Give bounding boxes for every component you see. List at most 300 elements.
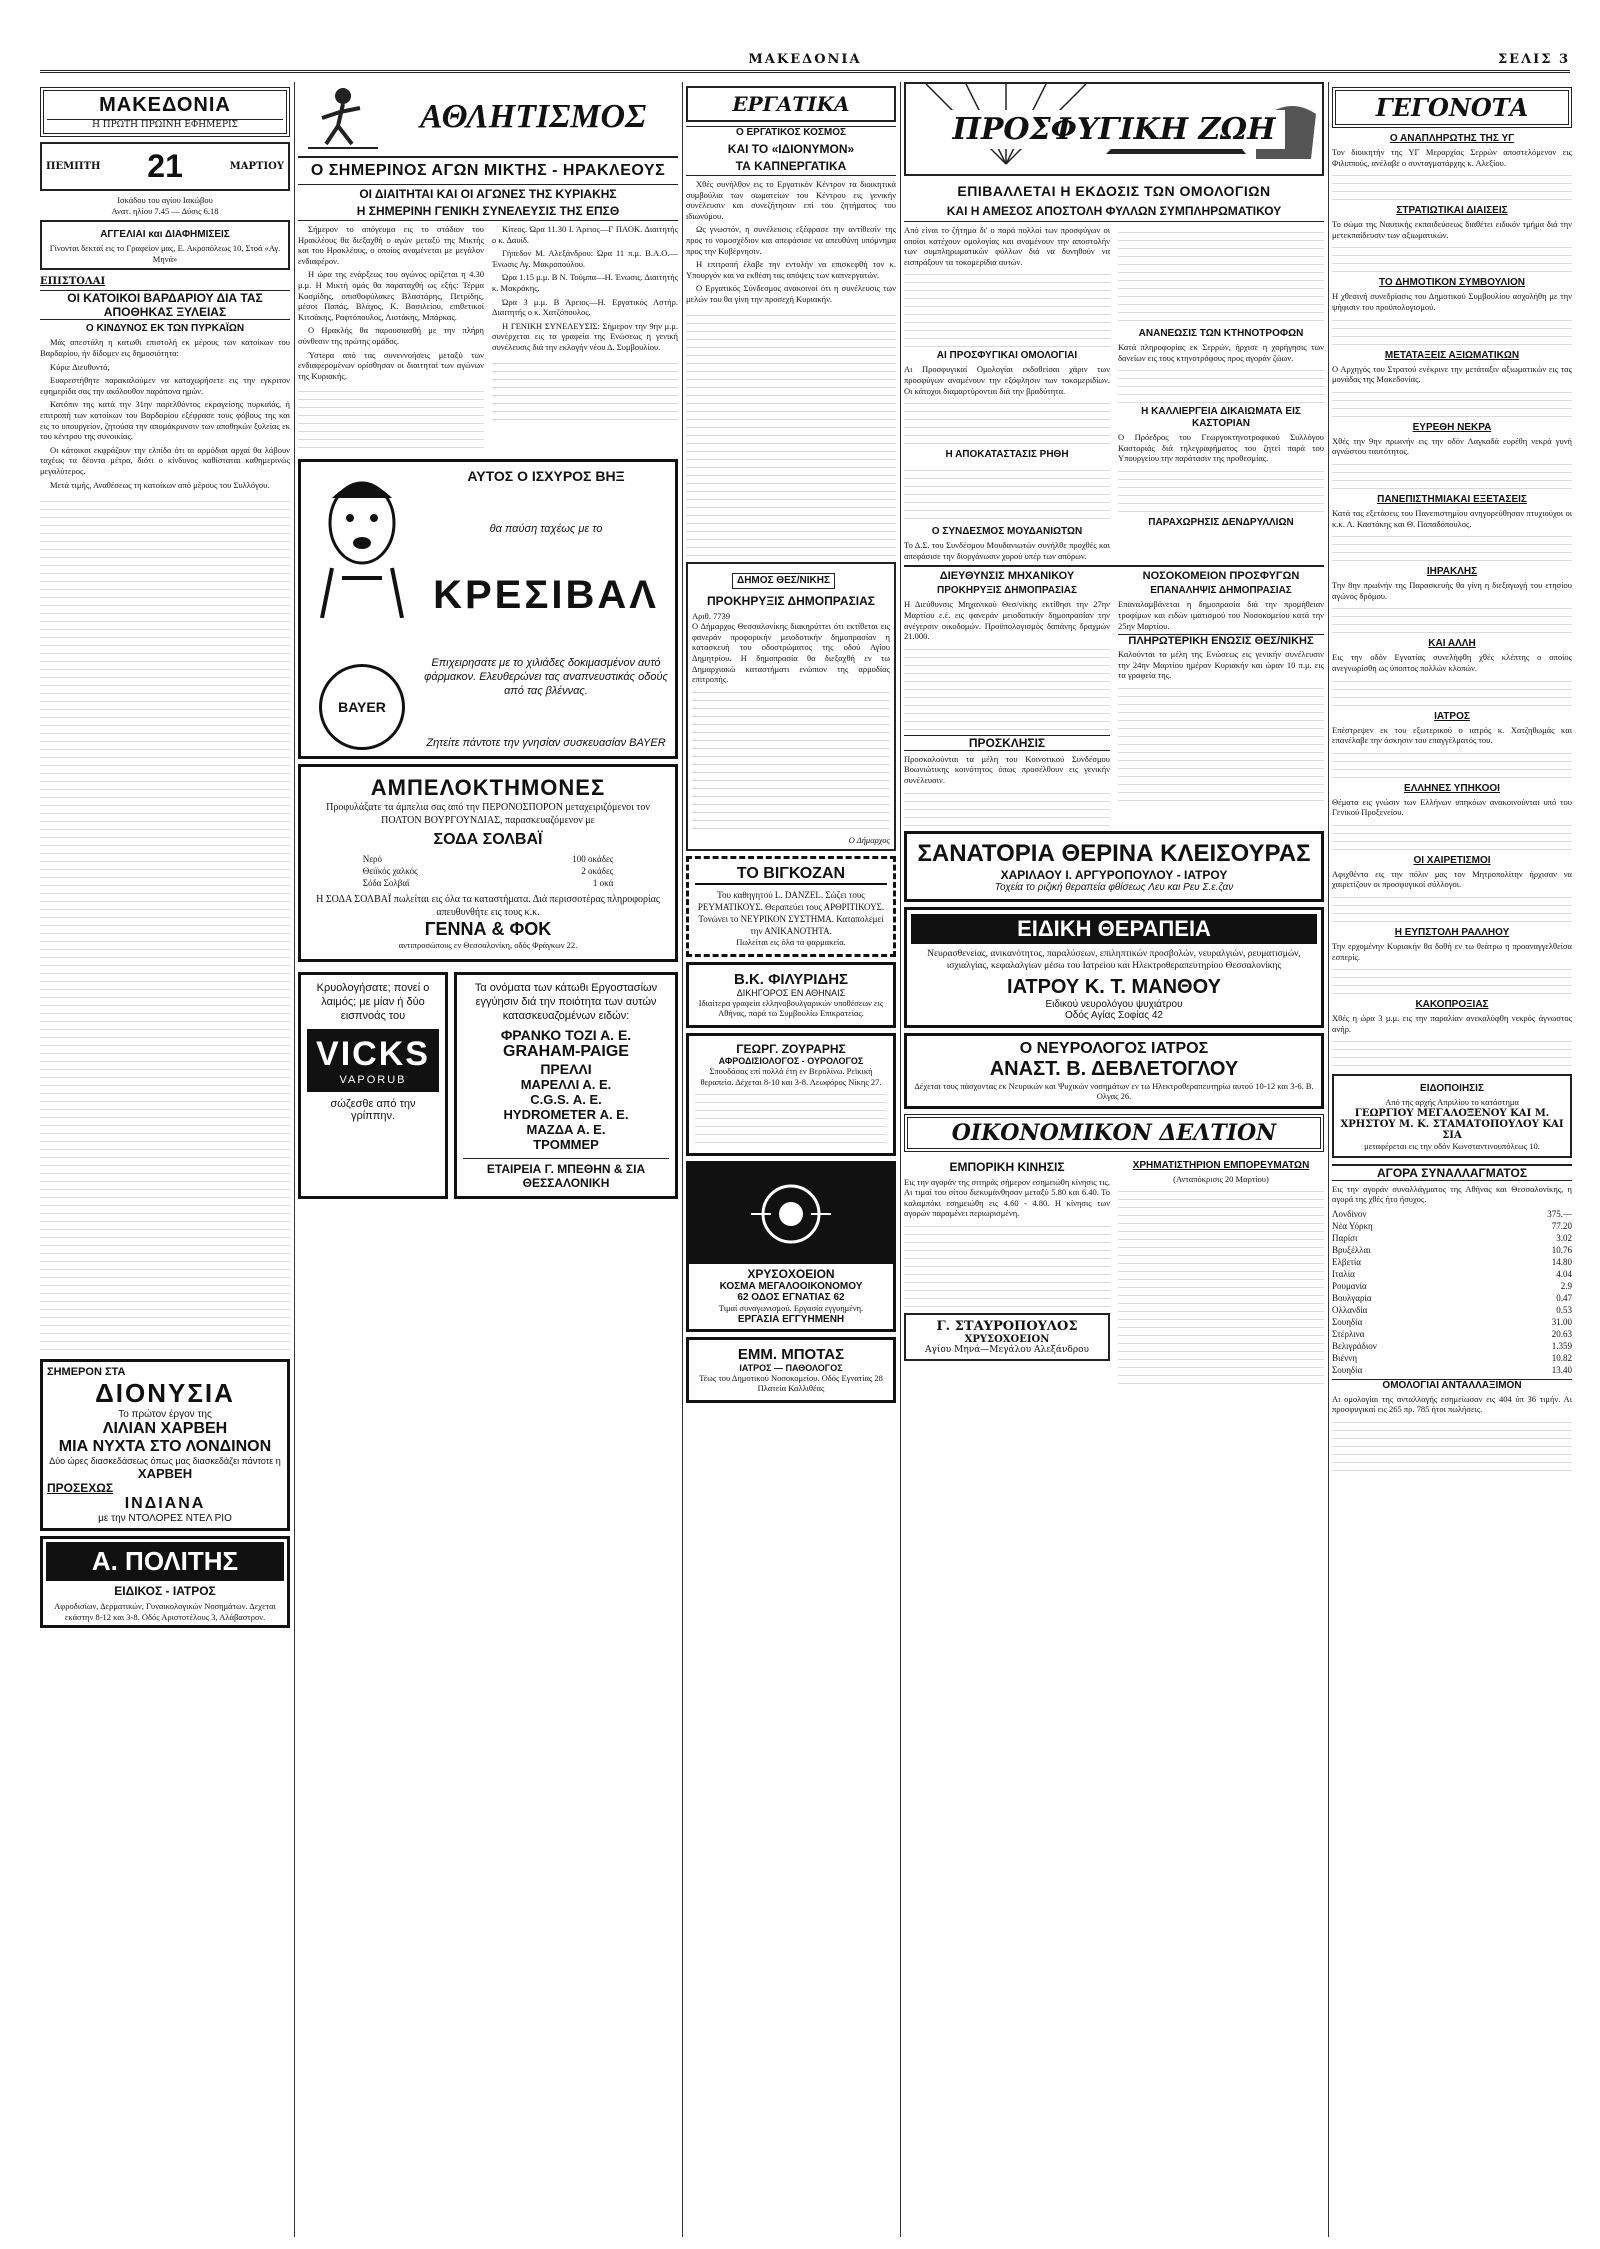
paragraph: Μάς απεστάλη η κατωθι επιστολή εκ μέρους των κατοίκων του Βαρδαρίου, ήν δίδομεν εις δημοσιότητα: (40, 337, 290, 358)
kresival-text: Επιχειρησατε με το χιλιάδες δοκιμασμένον αυτό φάρμακον. Ελευθερώνει τας αναπνευστικάς οδούς από τας βλέννας. (424, 657, 668, 698)
fx-table (1332, 1208, 1572, 1376)
vicks-footer: σώζεσθε από την γρίππην. (330, 1097, 416, 1122)
refugee-text: Αι Προσφυγικαί Ομολογίαι εκδοθείσαι χάριν των προσφύγων αναμένουν την εξόφλησιν των τοκομεριδίων. Οι κάτοχοι διαμαρτύρονται διά την βραδύτητα. (904, 364, 1110, 396)
tender-sign: Ο Δήμαρχος (848, 834, 890, 845)
sanatorium-subtitle: ΧΑΡΙΛΑΟΥ Ι. ΑΡΓΥΡΟΠΟΥΛΟΥ - ΙΑΤΡΟΥ (1000, 867, 1228, 882)
kresival-headline: ΑΥΤΟΣ Ο ΙΣΧΥΡΟΣ ΒΗΞ (467, 468, 625, 485)
urologist-text: Σπουδάσας επί πολλά έτη εν Βερολίνω. Ρεϊκική θεραπεία. Δέχεται 8-10 και 3-8. Λεωφόρος Νίκης 27. (700, 1066, 882, 1087)
column-5 (1332, 82, 1572, 2237)
fx-value: 1.359 (1551, 1340, 1572, 1351)
bayer-cross-icon: BAYER (319, 664, 405, 750)
bigozan-title: ΤΟ ΒΙΓΚΟΖΑΝ (695, 865, 887, 885)
news-item-head: ΠΑΝΕΠΙΣΤΗΜΙΑΚΑΙ ΕΞΕΤΑΣΕΙΣ (1377, 493, 1527, 505)
vineyard-note: Η ΣΟΔΑ ΣΟΛΒΑΪ πωλείται εις όλα τα καταστήματα. Διά περισσοτέρας πληροφορίας απευθυνθήτε εις τους κ.κ. (316, 894, 660, 919)
urologist-name: ΓΕΩΡΓ. ΖΟΥΡΑΡΗΣ (736, 1042, 846, 1057)
news-item-head: ΜΕΤΑΤΑΞΕΙΣ ΑΞΙΩΜΑΤΙΚΩΝ (1384, 349, 1520, 361)
text-continuation (298, 384, 484, 454)
news-item-text: Αφιχθέντα εις την πόλιν μας τον Μητροπολίτην ήρχισαν να χαιρετίζουν οι προσφυγικοί σύλλογοι. (1332, 868, 1572, 890)
pathologist-title: ΙΑΤΡΟΣ — ΠΑΘΟΛΟΓΟΣ (739, 1362, 843, 1373)
column-rule (682, 82, 683, 2237)
news-item-head: ΕΛΛΗΝΕΣ ΥΠΗΚΟΟΙ (1404, 782, 1500, 794)
news-item-text: Θέματα εις γνώσιν των Ελλήνων υπηκόων ανακοινούνται υπό του Γενικού Προξενείου. (1332, 796, 1572, 818)
fx-label: Βελιγράδιον (1332, 1340, 1377, 1351)
vineyard-ad (298, 764, 678, 962)
fx-label: Στέρλινα (1332, 1328, 1365, 1339)
refugee-column-left (904, 225, 1110, 561)
municipal-tender (686, 562, 896, 852)
lawyer-ad (686, 962, 896, 1028)
fx-row (1332, 1208, 1572, 1220)
kresival-footer: Ζητείτε πάντοτε την γνησίαν συσκευασίαν BAYER (426, 737, 666, 750)
fx-label: Σουηδία (1332, 1316, 1363, 1327)
fx-value: 14.80 (1551, 1256, 1572, 1267)
fx-row (1332, 1364, 1572, 1376)
neurologist-title: Ο ΝΕΥΡΟΛΟΓΟΣ ΙΑΤΡΟΣ (1019, 1039, 1209, 1057)
stavropoulos-title: ΧΡΥΣΟΧΟΕΙΟΝ (964, 1334, 1050, 1346)
lawyer-title: ΔΙΚΗΓΟΡΟΣ ΕΝ ΑΘΗΝΑΙΣ (736, 987, 846, 998)
vineyard-text: Προφυλάξατε τα άμπελια σας από την ΠΕΡΟΝΟΣΠΟΡΟΝ μεταχειριζόμενοι τον ΠΟΛΤΟΝ ΒΟΥΡΓΟΥΝΔΙΑΣ, παρασκευαζόμενον με (326, 802, 650, 827)
masthead-subtitle: Η ΠΡΩΤΗ ΠΡΩΙΝΗ ΕΦΗΜΕΡΙΣ (47, 119, 283, 130)
labour-body (686, 179, 896, 305)
brands-dealer: ΕΤΑΙΡΕΙΑ Γ. ΜΠΕΘΗΝ & ΣΙΑ (463, 1158, 669, 1176)
refugee-banner-title: ΠΡΟΣΦΥΓΙΚΗ ΖΩΗ (943, 110, 1286, 149)
hospital-text: Επαναλαμβάνεται η δημοπρασία διά την προμήθειαν τροφίμων και ειδών ιματισμού του Νοσοκομείου κατά την 25ην Μαρτίου. (1118, 599, 1324, 631)
news-item-head: ΤΟ ΔΗΜΟΤΙΚΟΝ ΣΥΜΒΟΥΛΙΟΝ (1379, 277, 1525, 289)
news-item-text: Χθές η ώρα 3 μ.μ. εις την παραλίαν ανεκαλύφθη νεκρός άγνωστος ανήρ. (1332, 1013, 1572, 1034)
paragraph: Σήμερον το απόγευμα εις το στάδιον του Ηρακλέους θα διεξαχθή ο αγών μεταξύ της Μικτής και του Ηρακλέους, ο οποίος αναμένεται με μεγάλον ενδιαφέρον. (298, 224, 484, 266)
runner-illustration-icon (298, 82, 388, 152)
header-title: ΜΑΚΕΔΟΝΙΑ (748, 51, 862, 67)
economic-banner: ΟΙΚΟΝΟΜΙΚΟΝ ΔΕΛΤΙΟΝ (904, 1114, 1324, 1152)
lawyer-name: Β.Κ. ΦΙΛΥΡΙΔΗΣ (733, 970, 849, 988)
text-continuation (1332, 962, 1572, 996)
jeweller-ad (686, 1161, 896, 1332)
text-continuation (1332, 168, 1572, 202)
therapy-text: Νευρασθενείας, ανικανότητος, παραλύσεων, επιληπτικών προσβολών, νευραλγιών, ρευματισμών, ισχιαλγίας, κεφαλαλγίων μέσω του Ιατρείου και Ηλεκτροθεραπευτηρίου Θεσσαλονίκης (927, 948, 1301, 971)
text-continuation (1332, 313, 1572, 347)
notices-row (904, 565, 1324, 825)
vicks-brand: VICKS (316, 1034, 430, 1073)
text-continuation (692, 685, 890, 835)
tender-title: ΠΡΟΚΗΡΥΞΙΣ ΔΗΜΟΠΡΑΣΙΑΣ (707, 593, 875, 608)
news-item-text: Εις την οδόν Εγνατίας συνελήφθη χθές κλέπτης ο οποίος ανεγνωρίσθη ως ύποπτος πολλών κλοπών. (1332, 652, 1572, 673)
cinema-ad (40, 1359, 290, 1531)
news-item-head: ΙΑΤΡΟΣ (1434, 710, 1470, 722)
paragraph: Ευαρεστήθητε παρακαλούμεν να καταχωρήσετε εις την εγκριτον εφημερίδα σας την ακόλουθον παράπονα ημών. (40, 375, 290, 396)
news-item-head: ΚΑΚΟΠΡΟΞΙΑΣ (1415, 999, 1489, 1011)
column-3 (686, 82, 896, 2237)
refugee-text: Κατά πληροφορίας εκ Σερρών, ήρχισε η χορήγησις των δανείων εις τους κτηνοτρόφους προς αγοράν ζώων. (1118, 342, 1324, 363)
paragraph: Χθές συνήλθον εις το Εργατικόν Κέντρον τα διοικητικά συμβούλια των σωματείων του Κέντρου εις γενικήν συνέλευσιν και συνεζήτησαν επί του ζητήματος του ιδιωνύμου. (686, 179, 896, 221)
tender-text: Ο Δήμαρχος Θεσσαλονίκης διακηρύττει ότι εκτίθεται εις φανεράν προφορικήν μειοδοτικήν δημοπρασίαν η κατασκευή του οδοστρώματος της οδού Αγίου Δημητρίου. Η δημοπρασία θα διεξαχθή εν τω Δημαρχιακώ καταστήματι ενώπιον της αρμοδίας επιτροπής. (692, 621, 890, 685)
refugee-subhead: ΑΝΑΝΕΩΣΙΣ ΤΩΝ ΚΤΗΝΟΤΡΟΦΩΝ (1138, 328, 1304, 339)
fx-row (1332, 1340, 1572, 1352)
text-continuation (1332, 818, 1572, 852)
news-item-text: Κατά τας εξετάσεις του Πανεπιστημίου ανηγορεύθησαν πτυχιούχοι οι κ.κ. Λ. Καστάκης και Θ. Παπαδόπουλος. (1332, 507, 1572, 529)
jewel-text: Τιμαί συναγωνισμού. Εργασία εγγυημένη. (718, 1303, 864, 1314)
fx-row (1332, 1232, 1572, 1244)
refugee-intro: Από είναι το ζήτημα δι' ο παρά πολλοί των προσφύγων οι οποίοι κατέχουν ομολογίας και αναμένουν την αποστολήν των συμπληρωματικών φύλλων διά να δυνηθούν να εισπράξουν τα τοκομερίδια αυτών. (904, 225, 1110, 267)
brands-ad (454, 972, 678, 1199)
therapy-doctor-title: Ειδικού νευρολόγου ψυχιάτρου (1045, 998, 1183, 1010)
masthead-title: ΜΑΚΕΔΟΝΙΑ (99, 94, 231, 116)
formula-label: Νερό (362, 854, 382, 865)
fx-value: 10.82 (1551, 1352, 1572, 1363)
fx-value: 0.53 (1556, 1304, 1572, 1315)
refugee-body (904, 225, 1324, 561)
neurologist-ad (904, 1033, 1324, 1109)
paragraph: Οι κάτοικοι εκφράζουν την ελπίδα ότι αι αρμόδιαι αρχαί θα λάβουν ταχέως τα δέοντα μέτρα, διότι ο κίνδυνος καθίσταται καθημερινώς μεγαλύτερος. (40, 444, 290, 476)
urologist-ad (686, 1033, 896, 1156)
fx-value: 3.02 (1556, 1232, 1572, 1243)
column-rule (294, 82, 295, 2237)
notices-right (1118, 567, 1324, 825)
hospital-title: ΝΟΣΟΚΟΜΕΙΟΝ ΠΡΟΣΦΥΓΩΝ (1142, 570, 1300, 583)
municipality-label: ΔΗΜΟΣ ΘΕΣ/ΝΙΚΗΣ (732, 573, 835, 589)
ads-row (298, 967, 678, 1204)
formula-label: Θειϊκός χαλκός (362, 866, 418, 877)
fx-label: Βρυξέλλαι (1332, 1244, 1371, 1255)
jewel-title: ΧΡΥΣΟΧΟΕΙΟΝ (747, 1267, 835, 1282)
text-continuation (904, 396, 1110, 446)
sports-title: ΑΘΛΗΤΙΣΜΟΣ (419, 98, 647, 135)
fx-value: 13.40 (1551, 1364, 1572, 1375)
brands-text: Τα ονόματα των κάτωθι Εργοστασίων εγγύησιν διά την ποιότητα των αυτών κατασκευαζομένων ειδών: (474, 981, 658, 1022)
stavropoulos-address: Αγίου Μηνά—Μεγάλου Αλεξάνδρου (924, 1345, 1090, 1356)
cinema-soon: ΠΡΟΣΕΧΩΣ (47, 1481, 114, 1496)
ornament-icon (731, 1174, 851, 1254)
text-continuation (1332, 674, 1572, 708)
brand-item: ΜΑΖΔΑ Α. Ε. (526, 1121, 606, 1137)
stavropoulos-ad (904, 1313, 1110, 1361)
pathologist-ad (686, 1337, 896, 1403)
text-continuation (1332, 529, 1572, 563)
news-item-text: Το σώμα της Ναυτικής εκπαιδεύσεως διαθέτει ειδικόν τμήμα διά την μετεκπαίδευσιν των αξιωματικών. (1332, 219, 1572, 240)
bigozan-text: Του καθηγητού L. DANZEL. Σώζει τους ΡΕΥΜΑΤΙΚΟΥΣ. Θεραπεύει τους ΑΡΘΡΙΤΙΚΟΥΣ. Τονώνει το ΝΕΥΡΙΚΟΝ ΣΥΣΤΗΜΑ. Καταπολεμεί την ΑΝΙΚΑΝΟΤΗΤΑ. (697, 890, 885, 937)
fx-row (1332, 1220, 1572, 1232)
refugee-subhead: ΑΙ ΠΡΟΣΦΥΓΙΚΑΙ ΟΜΟΛΟΓΙΑΙ (936, 350, 1078, 362)
fx-row (1332, 1304, 1572, 1316)
fx-value: 31.00 (1551, 1316, 1572, 1327)
fx-label: Νέα Υόρκη (1332, 1220, 1373, 1231)
news-item-text: Επέστρεψεν εκ του εξωτερικού ο ιατρός κ. Χατζηθωμάς και επανέλαβε την άσκησιν του επαγγέλματός του. (1332, 724, 1572, 746)
paragraph: Ως γνωστόν, η συνέλευσις εξέφρασε την αντίθεσίν της προς το νομοσχέδιον και απεφάσισε να απευθύνη υπόμνημα προς την Κυβέρνησιν. (686, 224, 896, 256)
text-continuation (904, 786, 1110, 826)
formula-value: 1 οκά (592, 878, 614, 889)
brand-item: GRAHAM-PAIGE (503, 1042, 629, 1060)
news-item-head: ΙΗΡΑΚΛΗΣ (1426, 566, 1478, 578)
text-continuation (1118, 363, 1324, 403)
refugee-subhead: Ο ΣΥΝΔΕΣΜΟΣ ΜΟΥΔΑΝΙΩΤΩΝ (931, 526, 1083, 538)
news-item-text: Τον διοικητήν της ΥΓ Μεραρχίας Σερρών αποστελόμενον εις Φιλιππούς, ανέλαβε ο συνταγματάρχης κ. Αλεξίου. (1332, 147, 1572, 168)
text-continuation (1118, 464, 1324, 514)
fx-label: Βουλγαρία (1332, 1292, 1372, 1303)
fx-row (1332, 1316, 1572, 1328)
economic-left (904, 1157, 1110, 1385)
therapy-title: ΕΙΔΙΚΗ ΘΕΡΑΠΕΙΑ (911, 914, 1317, 944)
fx-label: Βιέννη (1332, 1352, 1358, 1363)
brand-item: ΜΑΡΕΛΛΙ Α. Ε. (520, 1076, 612, 1092)
day-name: ΠΕΜΠΤΗ (46, 161, 101, 172)
engineer-subtitle: ΠΡΟΚΗΡΥΞΙΣ ΔΗΜΟΠΡΑΣΙΑΣ (937, 585, 1077, 597)
news-item-head: Ο ΑΝΑΠΛΗΡΩΤΗΣ ΤΗΣ ΥΓ (1389, 133, 1515, 144)
text-continuation (1332, 601, 1572, 635)
fx-row (1332, 1280, 1572, 1292)
news-list (1332, 133, 1572, 1068)
refugee-text: Ο Πρόεδρος του Γεωργοκτηνοτροφικού Συλλόγου Καστοριάς διά τηλεγραφήματος του ζητεί παρά του Υπουργείου την παράτασιν της προθεσμίας. (1118, 432, 1324, 464)
refugee-subhead: ΠΑΡΑΧΩΡΗΣΙΣ ΔΕΝΔΡΥΛΛΙΩΝ (1148, 516, 1294, 528)
bonds-text: Αι ομολογίαι της ανταλλαγής εσημείωσαν εις 404 ύπ 36 τιμήν. Αι προσφυγικαί εις 265 πρ. 785 ήτοι πωλήσεις. (1332, 1393, 1572, 1415)
stavropoulos-name: Γ. ΣΤΑΥΡΟΠΟΥΛΟΣ (936, 1319, 1078, 1335)
notice-text: Από της αρχής Απριλίου το κατάστημα (1385, 1097, 1519, 1108)
paragraph: Κατόπιν της κατά την 31ην παρελθόντος εκραγείσης πυρκαϊάς, ή επιτροπή των κατοίκων του Βαρδαρίου εξέφρασε τους φόβους της και εις το υπουργείον, ζητούσα την απομάκρυνσιν των αποθηκών ξυλείας εκ του κέντρου της συνοικίας. (40, 399, 290, 442)
cinema-today: ΣΗΜΕΡΟΝ ΣΤΑ (47, 1366, 126, 1379)
kresival-brand: ΚΡΕΣΙΒΑΛ (433, 572, 659, 617)
cinema-star: ΛΙΛΙΑΝ ΧΑΡΒΕΗ (102, 1420, 228, 1438)
tender-number: Αριθ. 7739 (692, 610, 730, 621)
doctor-ad (40, 1536, 290, 1628)
vicks-line: Κρυολογήσατε; πονεί ο λαιμός; με μίαν ή δύο εισπνοάς του (316, 981, 430, 1022)
exchange-title: ΧΡΗΜΑΤΙΣΤΗΡΙΟΝ ΕΜΠΟΡΕΥΜΑΤΩΝ (1132, 1159, 1310, 1171)
doctor-text: Αφροδισίων, Δερματικών, Γυναικολογικών Νοσημάτων. Δεχεται εκάστην 8-12 και 3-8. Οδός Αριστοτέλους 3, Αλάβαστρον. (54, 1601, 276, 1622)
text-continuation (492, 356, 678, 426)
ads-notice-title: ΑΓΓΕΛΙΑΙ και ΔΙΑΦΗΜΙΣΕΙΣ (100, 229, 230, 241)
labour-headline: Ο ΕΡΓΑΤΙΚΟΣ ΚΟΣΜΟΣ (686, 126, 896, 139)
cinema-name: ΔΙΟΝΥΣΙΑ (95, 1378, 235, 1409)
news-item-head: ΣΤΡΑΤΙΩΤΙΚΑΙ ΔΙΑΙΣΕΙΣ (1396, 205, 1508, 217)
vineyard-product: ΣΟΔΑ ΣΟΛΒΑΪ (433, 831, 543, 849)
doctor-name: Α. ΠΟΛΙΤΗΣ (46, 1542, 284, 1581)
vicks-sub: VAPORUB (339, 1073, 407, 1086)
economic-body (904, 1157, 1324, 1385)
fx-value: 2.9 (1560, 1280, 1572, 1291)
text-continuation (1332, 457, 1572, 491)
news-item-head: Η ΕΥΠΣΤΟΛΗ ΡΑΛΛΗΟΥ (1394, 927, 1510, 939)
news-item-text: Την 8ην πρωϊνήν της Παρασκευής θα γίνη η διεξαγωγή του ετησίου αγώνος δρόμου. (1332, 580, 1572, 601)
paragraph: Η ΓΕΝΙΚΗ ΣΥΝΕΛΕΥΣΙΣ: Σήμερον την 9ην μ.μ. συνέρχεται εις τα γραφεία της Ενώσεως η γενική συνέλευσις διά την εκλογήν νέου Δ. Συμβουλίου. (492, 320, 678, 352)
jewel-name: ΚΟΣΜΑ ΜΕΓΑΛΟΟΙΚΟΝΟΜΟΥ (719, 1281, 863, 1293)
coughing-man-icon (312, 468, 412, 618)
bonds-title: ΟΜΟΛΟΓΙΑΙ ΑΝΤΑΛΛΑΞΙΜΟΝ (1332, 1379, 1572, 1392)
fx-row (1332, 1328, 1572, 1340)
refugee-headline: ΚΑΙ Η ΑΜΕΣΟΣ ΑΠΟΣΤΟΛΗ ΦΥΛΛΩΝ ΣΥΜΠΛΗΡΩΜΑΤΙΚΟΥ (904, 204, 1324, 222)
vicks-logo (307, 1029, 439, 1092)
fx-title: ΑΓΟΡΑ ΣΥΝΑΛΛΑΓΜΑΤΟΣ (1332, 1164, 1572, 1181)
exchange-subtitle: (Ανταπόκρισις 20 Μαρτίου) (1173, 1173, 1269, 1184)
therapy-ad (904, 907, 1324, 1028)
fx-row (1332, 1244, 1572, 1256)
paragraph: Ώρα 1.15 μ.μ. Β Ν. Τούμπα—Η. Ένωσις. Διαιτητής κ. Μακράκης. (492, 272, 678, 293)
fx-value: 77.20 (1551, 1220, 1572, 1231)
paragraph: Ο Εργατικός Σύνδεσμος ανακοινοί ότι η συνέλευσις των μελών του θα γίνη την προσεχή Κυριακήν. (686, 283, 896, 304)
refugee-banner (904, 82, 1324, 176)
doctor-title: ΕΙΔΙΚΟΣ - ΙΑΤΡΟΣ (114, 1584, 216, 1599)
formula-row (363, 853, 614, 865)
date-number: 21 (147, 148, 183, 184)
neurologist-name: ΑΝΑΣΤ. Β. ΔΕΒΛΕΤΟΓΛΟΥ (989, 1057, 1239, 1080)
text-continuation (904, 463, 1110, 523)
brand-item: ΤΡΟΜΜΕΡ (533, 1136, 599, 1152)
brand-item: C.G.S. Α. Ε. (530, 1091, 602, 1107)
kresival-line: θα παύση ταχέως με το (489, 522, 603, 535)
paragraph: Κίτεος. Ώρα 11.30 Ι. Άρειος—Γ ΠΑΟΚ. Διαιτητής ο κ. Δαυίδ. (492, 224, 678, 245)
engineer-text: Η Διεύθυνσις Μηχανικού Θεσ/νίκης εκτίθησι την 27ην Μαρτίου ε.έ. εις φανεράν μειοδοτικήν δημοπρασίαν την ανέγερσιν οικοδομών. Προϋπολογισμός δαπάνης δραχμών 21.000. (904, 599, 1110, 642)
paragraph: Μετά τιμής, Αναθέσεως τη κατοίκων από μέρους του Συλλόγου. (50, 479, 270, 490)
paragraph: Η ώρα της ενάρξεως του αγώνος ορίζεται η 4.30 μ.μ. Η Μικτή ομάς θα παραταχθή ως εξής: Τέρμα Κοσμίδης, οπισθοφύλακες Βλαστάρης, Πετρίδης, μέσοι Παπάς, Βλάχος, Κ. Βασιλείου, επιθετικοί Κιτσάκης, Ραφτόπουλος, Λιοτάκης, Μπάρκας. (298, 269, 484, 322)
masthead (40, 87, 290, 137)
text-continuation (1332, 746, 1572, 780)
engineer-title: ΔΙΕΥΘΥΝΣΙΣ ΜΗΧΑΝΙΚΟΥ (939, 570, 1075, 583)
fx-value: 10.76 (1551, 1244, 1572, 1255)
labour-headline: ΤΑ ΚΑΠΝΕΡΓΑΤΙΚΑ (686, 159, 896, 176)
therapy-doctor: ΙΑΤΡΟΥ Κ. Τ. ΜΑΝΘΟΥ (1007, 975, 1221, 998)
refugee-column-right (1118, 225, 1324, 561)
paragraph: Ώρα 3 μ.μ. Β Άρειος—Η. Εργατικός Αστήρ. Διαιτητής ο κ. Χατζόπουλος. (492, 296, 678, 318)
cinema-star: ΧΑΡΒΕΗ (137, 1466, 193, 1482)
column-rule (1328, 82, 1329, 2237)
sanatorium-ad (904, 831, 1324, 902)
fx-value: 20.63 (1551, 1328, 1572, 1339)
cinema-line: Το πρώτον έργον της (118, 1409, 212, 1421)
paragraph: Ο Ηρακλής θα παρουσιασθή με την πλήρη σύνθεσιν της πρώτης ομάδος. (298, 325, 484, 346)
fx-row (1332, 1268, 1572, 1280)
text-continuation (695, 1087, 887, 1147)
invitations-text: Προσκαλούνται τα μέλη του Κοινοτικού Συνδέσμου Βοωνιώτικης κοινότητος όπως προσέλθουν εις γενικήν συνέλευσιν. (904, 753, 1110, 785)
fx-label: Ρουμανία (1332, 1280, 1367, 1291)
sports-subheadline: Η ΣΗΜΕΡΙΝΗ ΓΕΝΙΚΗ ΣΥΝΕΛΕΥΣΙΣ ΤΗΣ ΕΠΣΘ (298, 204, 678, 221)
formula-row (363, 865, 614, 877)
sports-body (298, 224, 678, 454)
cinema-star: με την ΝΤΟΛΟΡΕΣ ΝΤΕΛ ΡΙΟ (98, 1513, 232, 1525)
ads-notice (40, 220, 290, 270)
fx-intro: Εις την αγοράν συναλλάγματος της Αθήνας και Θεσσαλονίκης, η αγορά της χθές ήτο ήσυχος. (1332, 1183, 1572, 1205)
cinema-line: Δύο ώρες διασκεδάσεως όπως μας διασκεδάζει πάντοτε η (49, 1456, 281, 1467)
news-section-title: ΓΕΓΟΝΟΤΑ (1332, 87, 1572, 128)
lawyer-text: Ιδιαίτερα γραφεία ελληνοβουλγαρικών υποθέσεων εις Αθήνας, παρά τω Συμβουλίω Επικρατείας. (698, 997, 884, 1019)
pathologist-name: ΕΜΜ. ΜΠΟΤΑΣ (737, 1345, 845, 1363)
vineyard-title: ΑΜΠΕΛΟΚΤΗΜΟΝΕΣ (370, 775, 606, 801)
sports-subheadline: ΟΙ ΔΙΑΙΤΗΤΑΙ ΚΑΙ ΟΙ ΑΓΩΝΕΣ ΤΗΣ ΚΥΡΙΑΚΗΣ (298, 184, 678, 201)
column-2 (298, 82, 678, 2237)
month-name: ΜΑΡΤΙΟΥ (229, 161, 284, 172)
fx-label: Ιταλία (1332, 1268, 1355, 1279)
calendar-line: Ισκάδου του αγίου Ιακώβου (117, 195, 213, 205)
fx-label: Παρίσι (1332, 1232, 1358, 1243)
fx-value: 4.04 (1556, 1268, 1572, 1279)
sun-line: Ανατ. ηλίου 7.45 — Δύσις 6.18 (111, 205, 219, 216)
section-label: ΕΠΙΣΤΟΛΑΙ (40, 276, 106, 288)
fx-value: 0.47 (1556, 1292, 1572, 1303)
news-item-head: ΟΙ ΧΑΙΡΕΤΙΣΜΟΙ (1413, 854, 1491, 866)
notice-label: ΕΙΔΟΠΟΙΗΣΙΣ (1420, 1083, 1484, 1095)
news-item-head: ΚΑΙ ΑΛΛΗ (1428, 638, 1476, 650)
article-subtitle: Ο ΚΙΝΔΥΝΟΣ ΕΚ ΤΩΝ ΠΥΡΚΑΪΩΝ (85, 323, 245, 335)
refugee-subhead: Η ΚΑΛΛΙΕΡΓΕΙΑ ΔΙΚΑΙΩΜΑΤΑ ΕΙΣ ΚΑΣΤΟΡΙΑΝ (1141, 406, 1301, 430)
news-item-head: ΕΥΡΕΘΗ ΝΕΚΡΑ (1412, 421, 1492, 433)
news-item-text: Την ερχομένην Κυριακήν θα δοθή εν τω θεάτρω η προαναγγελθείσα εσπερίς. (1332, 941, 1572, 962)
sports-column-left (298, 224, 484, 454)
relocation-notice (1332, 1074, 1572, 1157)
date-box (40, 142, 290, 191)
brand-item: HYDROMETER Α. Ε. (503, 1106, 629, 1122)
refugee-headline: ΕΠΙΒΑΛΛΕΤΑΙ Η ΕΚΔΟΣΙΣ ΤΩΝ ΟΜΟΛΟΓΙΩΝ (957, 183, 1271, 199)
kresival-right (423, 468, 669, 750)
vicks-ad (298, 972, 448, 1199)
brand-item: ΦΡΑΝΚΟ ΤΟΖΙ Α. Ε. (500, 1026, 632, 1043)
text-continuation (1332, 890, 1572, 924)
fx-row (1332, 1352, 1572, 1364)
page-number: ΣΕΛΙΣ 3 (1497, 51, 1570, 67)
article-continuation (40, 494, 290, 1354)
page-header (40, 48, 1570, 73)
text-continuation (1118, 225, 1324, 325)
bigozan-footer: Πωλείται εις όλα τα φαρμακεία. (736, 937, 846, 948)
fx-row (1332, 1256, 1572, 1268)
sports-headline: Ο ΣΗΜΕΡΙΝΟΣ ΑΓΩΝ ΜΙΚΤΗΣ - ΗΡΑΚΛΕΟΥΣ (310, 162, 666, 179)
vineyard-address: αντιπροσώπους εν Θεσσαλονίκη, οδός Φράγκων 22. (398, 940, 578, 951)
pathologist-text: Τέως του Δημοτικού Νοσοκομείου. Οδός Εγνατίας 28 Πλατεία Καλλιθέας (699, 1372, 883, 1394)
jewel-address: 62 ΟΔΟΣ ΕΓΝΑΤΙΑΣ 62 (737, 1292, 845, 1304)
brands-city: ΘΕΣΣΑΛΟΝΙΚΗ (522, 1175, 610, 1190)
column-1 (40, 82, 290, 2237)
labour-section-title: ΕΡΓΑΤΙΚΑ (686, 86, 896, 122)
news-item-text: Η χθεσινή συνεδρίασις του Δημοτικού Συμβουλίου ασχολήθη με την ψήφισιν του προϋπολογισμού. (1332, 291, 1572, 312)
fx-row (1332, 1292, 1572, 1304)
market-text: Εις την αγοράν της σιτηράς σήμερον εσημειώθη κίνησις τις. Αι τιμαί του σίτου διεκυμάνθησαν μεταξύ 5.80 και 6.40. Το καλαμπόκι εσημειώθη εις 4.60 - 4.80. Η κίνησις των αγορών παραμένει περιωρισμένη. (904, 1176, 1110, 1219)
article-title: ΟΙ ΚΑΤΟΙΚΟΙ ΒΑΡΔΑΡΙΟΥ ΔΙΑ ΤΑΣ ΑΠΟΘΗΚΑΣ ΞΥΛΕΙΑΣ (40, 290, 290, 320)
economic-right (1118, 1157, 1324, 1385)
notice-firm: ΓΕΩΡΓΙΟΥ ΜΕΓΑΛΟΞΕΝΟΥ ΚΑΙ Μ. ΧΡΗΣΤΟΥ Μ. Κ. ΣΤΑΜΑΤΟΠΟΥΛΟΥ ΚΑΙ ΣΙΑ (1340, 1108, 1564, 1142)
fx-label: Ελβετία (1332, 1256, 1361, 1267)
cinema-film: ΙΝΔΙΑΝΑ (124, 1495, 206, 1513)
article-body (40, 337, 290, 490)
text-continuation (1332, 240, 1572, 274)
news-item-text: Χθές την 9ην πρωινήν εις την οδόν Λαγκαδά ευρέθη νεκρά γυνή αγνώστου ταυτότητος. (1332, 435, 1572, 457)
vineyard-agents: ΓΕΝΝΑ & ΦΟΚ (424, 919, 552, 940)
brand-item: ΠΡΕΛΛΙ (540, 1060, 592, 1077)
labour-headline: ΚΑΙ ΤΟ «ΙΔΙΟΝΥΜΟΝ» (727, 142, 855, 156)
paragraph: Κύριε Διευθυντά, (50, 361, 110, 372)
kresival-ad (298, 459, 678, 759)
cinema-film: ΜΙΑ ΝΥΧΤΑ ΣΤΟ ΛΟΝΔΙΝΟΝ (58, 1438, 272, 1456)
text-continuation (1332, 1034, 1572, 1068)
jewel-footer: ΕΡΓΑΣΙΑ ΕΓΓΥΗΜΕΝΗ (737, 1313, 845, 1325)
formula-label: Σόδα Σολβαϊ (362, 878, 410, 889)
text-continuation (904, 1219, 1110, 1309)
paragraph: Γήπεδον Μ. Αλεξάνδρου: Ώρα 11 π.μ. Β.Α.Ο.—Ένωσις Αγ. Μακροπούλου. (492, 248, 678, 269)
fx-label: Λονδίνον (1332, 1208, 1367, 1219)
sanatorium-title: ΣΑΝΑΤΟΡΙΑ ΘΕΡΙΝΑ ΚΛΕΙΣΟΥΡΑΣ (917, 839, 1311, 867)
sports-banner (298, 82, 678, 158)
formula-value: 2 οκάδες (581, 866, 614, 877)
jewel-image (689, 1164, 893, 1264)
fx-value: 375.— (1547, 1208, 1572, 1219)
refugee-subhead: Η ΑΠΟΚΑΤΑΣΤΑΣΙΣ ΡΗΘΗ (945, 449, 1069, 461)
union-title: ΠΛΗΡΩΤΕΡΙΚΗ ΕΝΩΣΙΣ ΘΕΣ/ΝΙΚΗΣ (1118, 634, 1324, 647)
notices-left (904, 567, 1110, 825)
fx-label: Σουηδία (1332, 1364, 1363, 1375)
text-continuation (904, 642, 1110, 732)
formula-table (363, 853, 614, 889)
bigozan-ad (686, 856, 896, 957)
refugee-text: Το Δ.Σ. του Συνδέσμου Μουδανιωτών συνήλθε προχθές και απεφάσισε την διοργάνωσιν χορού υπέρ των απόρων. (904, 540, 1110, 561)
column-4 (904, 82, 1324, 2237)
paragraph: Ύστερα από τας συνεννοήσεις μεταξύ των ενδιαφερομένων ορίσθησαν οι διαιτηταί των αγώνων της Κυριακής. (298, 349, 484, 381)
news-item-text: Ο Αρχηγός του Στρατού ενέκρινε την μετάταξιν αξιωματικών εις τας μονάδας της Μακεδονίας. (1332, 363, 1572, 385)
text-continuation (1118, 1184, 1324, 1384)
text-continuation (686, 308, 896, 558)
urologist-title: ΑΦΡΟΔΙΣΙΟΛΟΓΟΣ - ΟΥΡΟΛΟΓΟΣ (718, 1056, 864, 1067)
